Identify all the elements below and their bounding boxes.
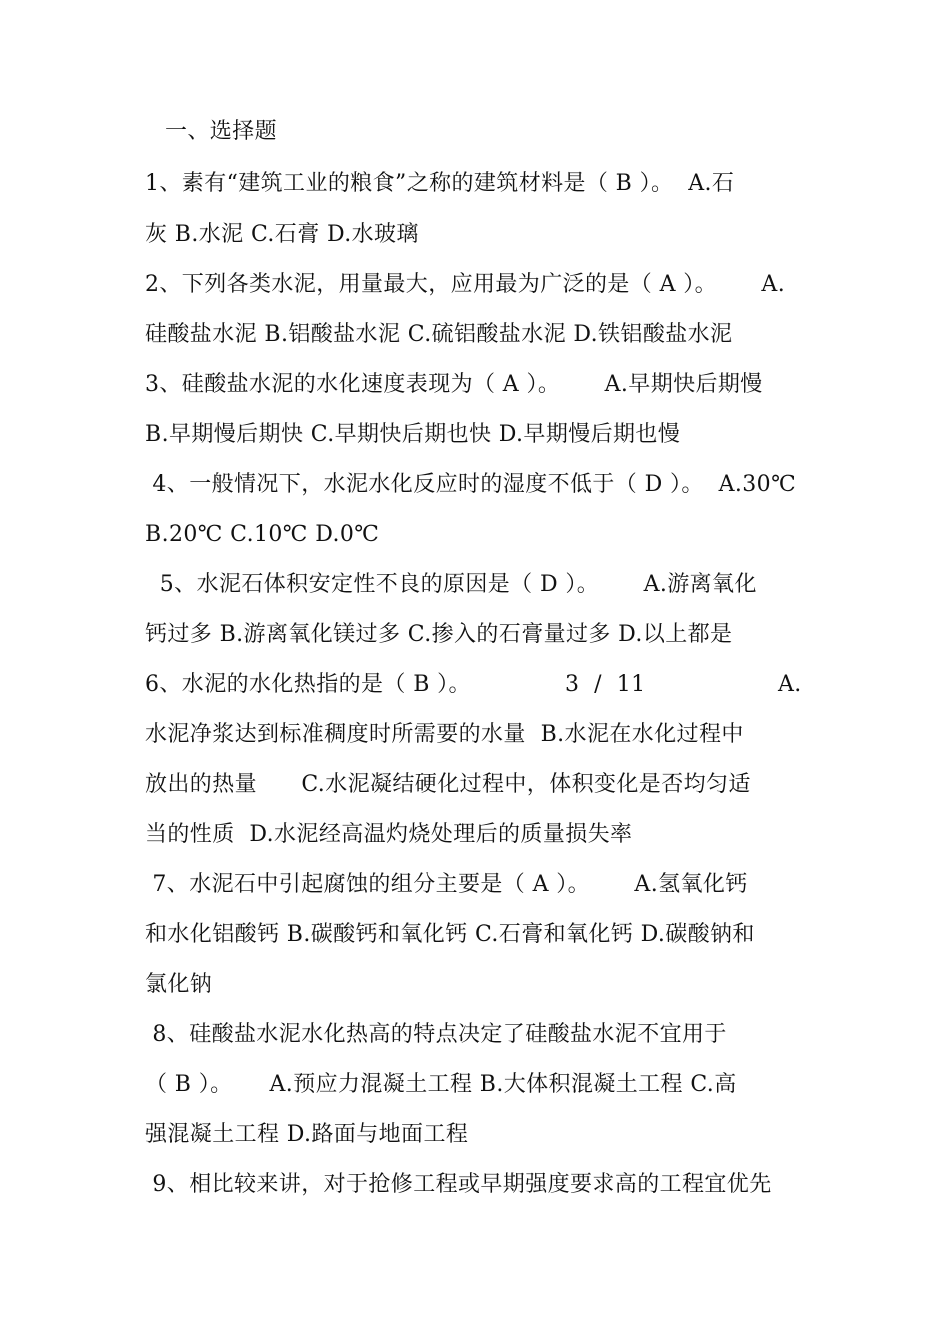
question-line: 9、相比较来讲，对于抢修工程或早期强度要求高的工程宜优先: [145, 1172, 772, 1197]
question-line: 7、水泥石中引起腐蚀的组分主要是（ A ）。 A.氢氧化钙: [145, 872, 748, 897]
question-line: 8、硅酸盐水泥水化热高的特点决定了硅酸盐水泥不宜用于: [145, 1022, 727, 1047]
question-line: （ B ）。 A.预应力混凝土工程 B.大体积混凝土工程 C.高: [145, 1072, 737, 1097]
question-line: 3、硅酸盐水泥的水化速度表现为（ A ）。 A.早期快后期慢: [145, 372, 763, 397]
question-line: 6、水泥的水化热指的是（ B ）。: [145, 672, 471, 697]
question-line: 和水化铝酸钙 B.碳酸钙和氧化钙 C.石膏和氧化钙 D.碳酸钠和: [145, 922, 755, 947]
question-line: 当的性质 D.水泥经高温灼烧处理后的质量损失率: [145, 822, 633, 847]
question-line: 强混凝土工程 D.路面与地面工程: [145, 1122, 469, 1147]
question-line: 水泥净浆达到标准稠度时所需要的水量 B.水泥在水化过程中: [145, 722, 744, 747]
question-line: 氯化钠: [145, 972, 213, 997]
section-title: 一、选择题: [165, 119, 278, 144]
question-line: B.20℃ C.10℃ D.0℃: [145, 522, 380, 547]
question-line: 灰 B.水泥 C.石膏 D.水玻璃: [145, 222, 419, 247]
question-line: 2、下列各类水泥，用量最大，应用最为广泛的是（ A ）。 A.: [145, 272, 786, 297]
question-line: B.早期慢后期快 C.早期快后期也快 D.早期慢后期也慢: [145, 422, 681, 447]
question-line: 硅酸盐水泥 B.铝酸盐水泥 C.硫铝酸盐水泥 D.铁铝酸盐水泥: [145, 322, 733, 347]
question-line: 5、水泥石体积安定性不良的原因是（ D ）。 A.游离氧化: [145, 572, 757, 597]
question-line: 4、一般情况下，水泥水化反应时的湿度不低于（ D ）。 A.30℃: [145, 472, 797, 497]
page-indicator: 3 / 11: [565, 672, 646, 697]
question-line: A.: [778, 672, 802, 697]
question-line: 钙过多 B.游离氧化镁过多 C.掺入的石膏量过多 D.以上都是: [145, 622, 733, 647]
question-line: 放出的热量 C.水泥凝结硬化过程中，体积变化是否均匀适: [145, 772, 751, 797]
question-line: 1、素有“建筑工业的粮食”之称的建筑材料是（ B ）。 A.石: [145, 171, 735, 196]
